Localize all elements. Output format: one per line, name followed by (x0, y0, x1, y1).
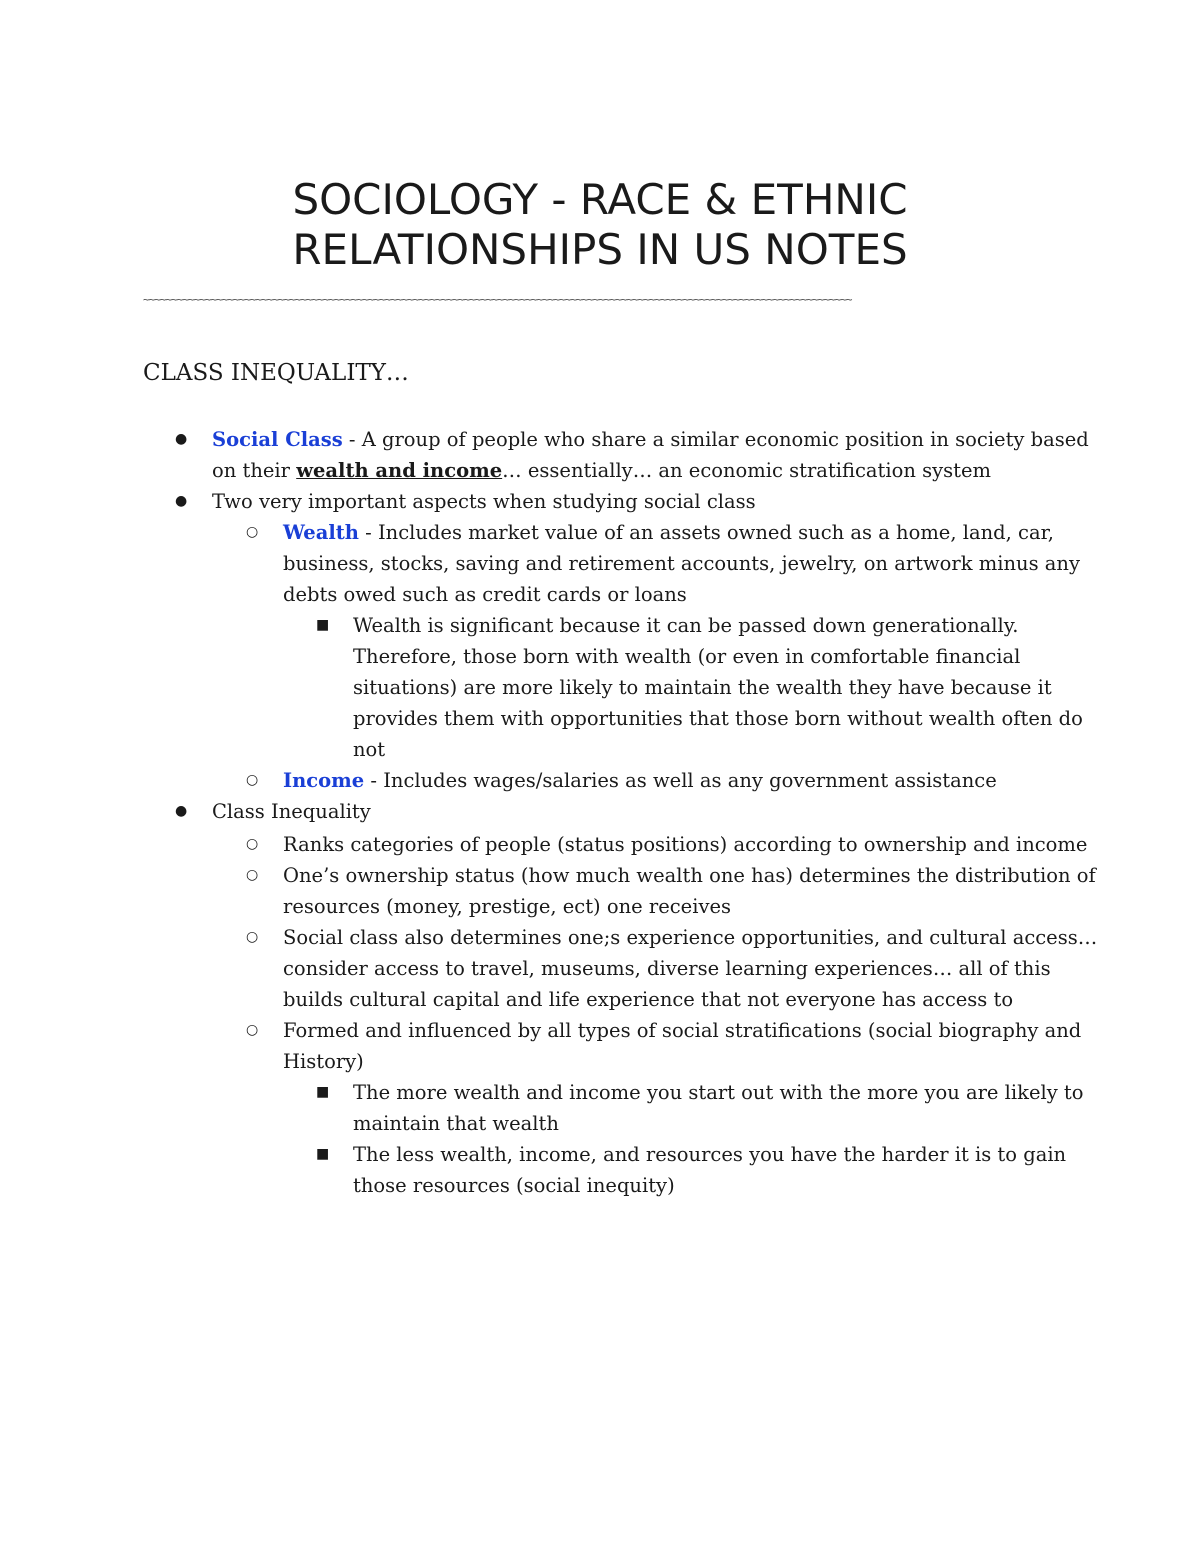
bullet-dot: ● (175, 803, 188, 819)
list-item-wealth-significance: Wealth is significant because it can be passed down generationally. (353, 614, 1019, 637)
list-item-continuation: resources (money, prestige, ect) one receives (283, 895, 732, 918)
list-item-wealth (283, 517, 1054, 548)
list-item-continuation: provides them with opportunities that those born without wealth often do (353, 707, 1083, 730)
bullet-circle: ○ (246, 867, 259, 883)
definition-text: - Includes market value of an assets owned such as a home, land, car, (358, 521, 1054, 544)
tilde-divider: ~~~~~~~~~~~~~~~~~~~~~~~~~~~~~~~~~~~~~~~~~~~~~~~~~~~~~~~~~~~~~~~~~~~~~~~~~~~~~~~~~~~~~~~~~~~~~~~~~~~~~~~~~~~~~~~~~~~~~~~~~~~~~~ (143, 293, 852, 306)
list-item-continuation: History) (283, 1050, 364, 1073)
list-item-continuation (212, 455, 991, 486)
bullet-dot: ● (175, 493, 188, 509)
title-line-1: SOCIOLOGY - RACE & ETHNIC (292, 175, 908, 224)
list-item-formed: Formed and influenced by all types of social stratifications (social biography and (283, 1019, 1082, 1042)
list-item-continuation: Therefore, those born with wealth (or even in comfortable financial (353, 645, 1021, 668)
list-item-continuation: those resources (social inequity) (353, 1174, 675, 1197)
term-wealth: Wealth (283, 521, 359, 544)
list-item-continuation: consider access to travel, museums, diverse learning experiences… all of this (283, 957, 1051, 980)
list-item-income (283, 765, 997, 796)
list-item-ranks: Ranks categories of people (status positions) according to ownership and income (283, 833, 1088, 856)
bullet-square: ■ (316, 1146, 330, 1162)
section-heading: CLASS INEQUALITY… (143, 360, 409, 386)
page-title (0, 175, 1200, 275)
bullet-circle: ○ (246, 929, 259, 945)
bullet-square: ■ (316, 1084, 330, 1100)
list-item-continuation: builds cultural capital and life experience that not everyone has access to (283, 988, 1014, 1011)
list-item-social-class (212, 424, 1089, 455)
list-item-continuation: debts owed such as credit cards or loans (283, 583, 687, 606)
list-item-continuation: business, stocks, saving and retirement accounts, jewelry, on artwork minus any (283, 552, 1080, 575)
list-item-continuation: situations) are more likely to maintain the wealth they have because it (353, 676, 1052, 699)
bullet-dot: ● (175, 431, 188, 447)
bullet-circle: ○ (246, 836, 259, 852)
list-item-social-class-access: Social class also determines one;s experience opportunities, and cultural access… (283, 926, 1098, 949)
list-item-continuation: maintain that wealth (353, 1112, 559, 1135)
list-item-more-wealth: The more wealth and income you start out with the more you are likely to (353, 1081, 1084, 1104)
bullet-circle: ○ (246, 524, 259, 540)
bullet-circle: ○ (246, 1022, 259, 1038)
list-item-aspects: Two very important aspects when studying social class (212, 490, 756, 513)
bullet-circle: ○ (246, 772, 259, 788)
text-segment: on their (212, 459, 297, 482)
list-item-class-inequality: Class Inequality (212, 800, 371, 823)
term-income: Income (283, 769, 365, 792)
emphasis-wealth-income: wealth and income (296, 459, 503, 482)
list-item-less-wealth: The less wealth, income, and resources you have the harder it is to gain (353, 1143, 1067, 1166)
definition-text: - A group of people who share a similar economic position in society based (342, 428, 1089, 451)
title-line-2: RELATIONSHIPS IN US NOTES (292, 225, 908, 274)
term-social-class: Social Class (212, 428, 343, 451)
bullet-square: ■ (316, 617, 330, 633)
list-item-continuation: not (353, 738, 386, 761)
text-segment: … essentially… an economic stratification system (502, 459, 992, 482)
list-item-ownership: One’s ownership status (how much wealth one has) determines the distribution of (283, 864, 1096, 887)
definition-text: - Includes wages/salaries as well as any government assistance (364, 769, 997, 792)
